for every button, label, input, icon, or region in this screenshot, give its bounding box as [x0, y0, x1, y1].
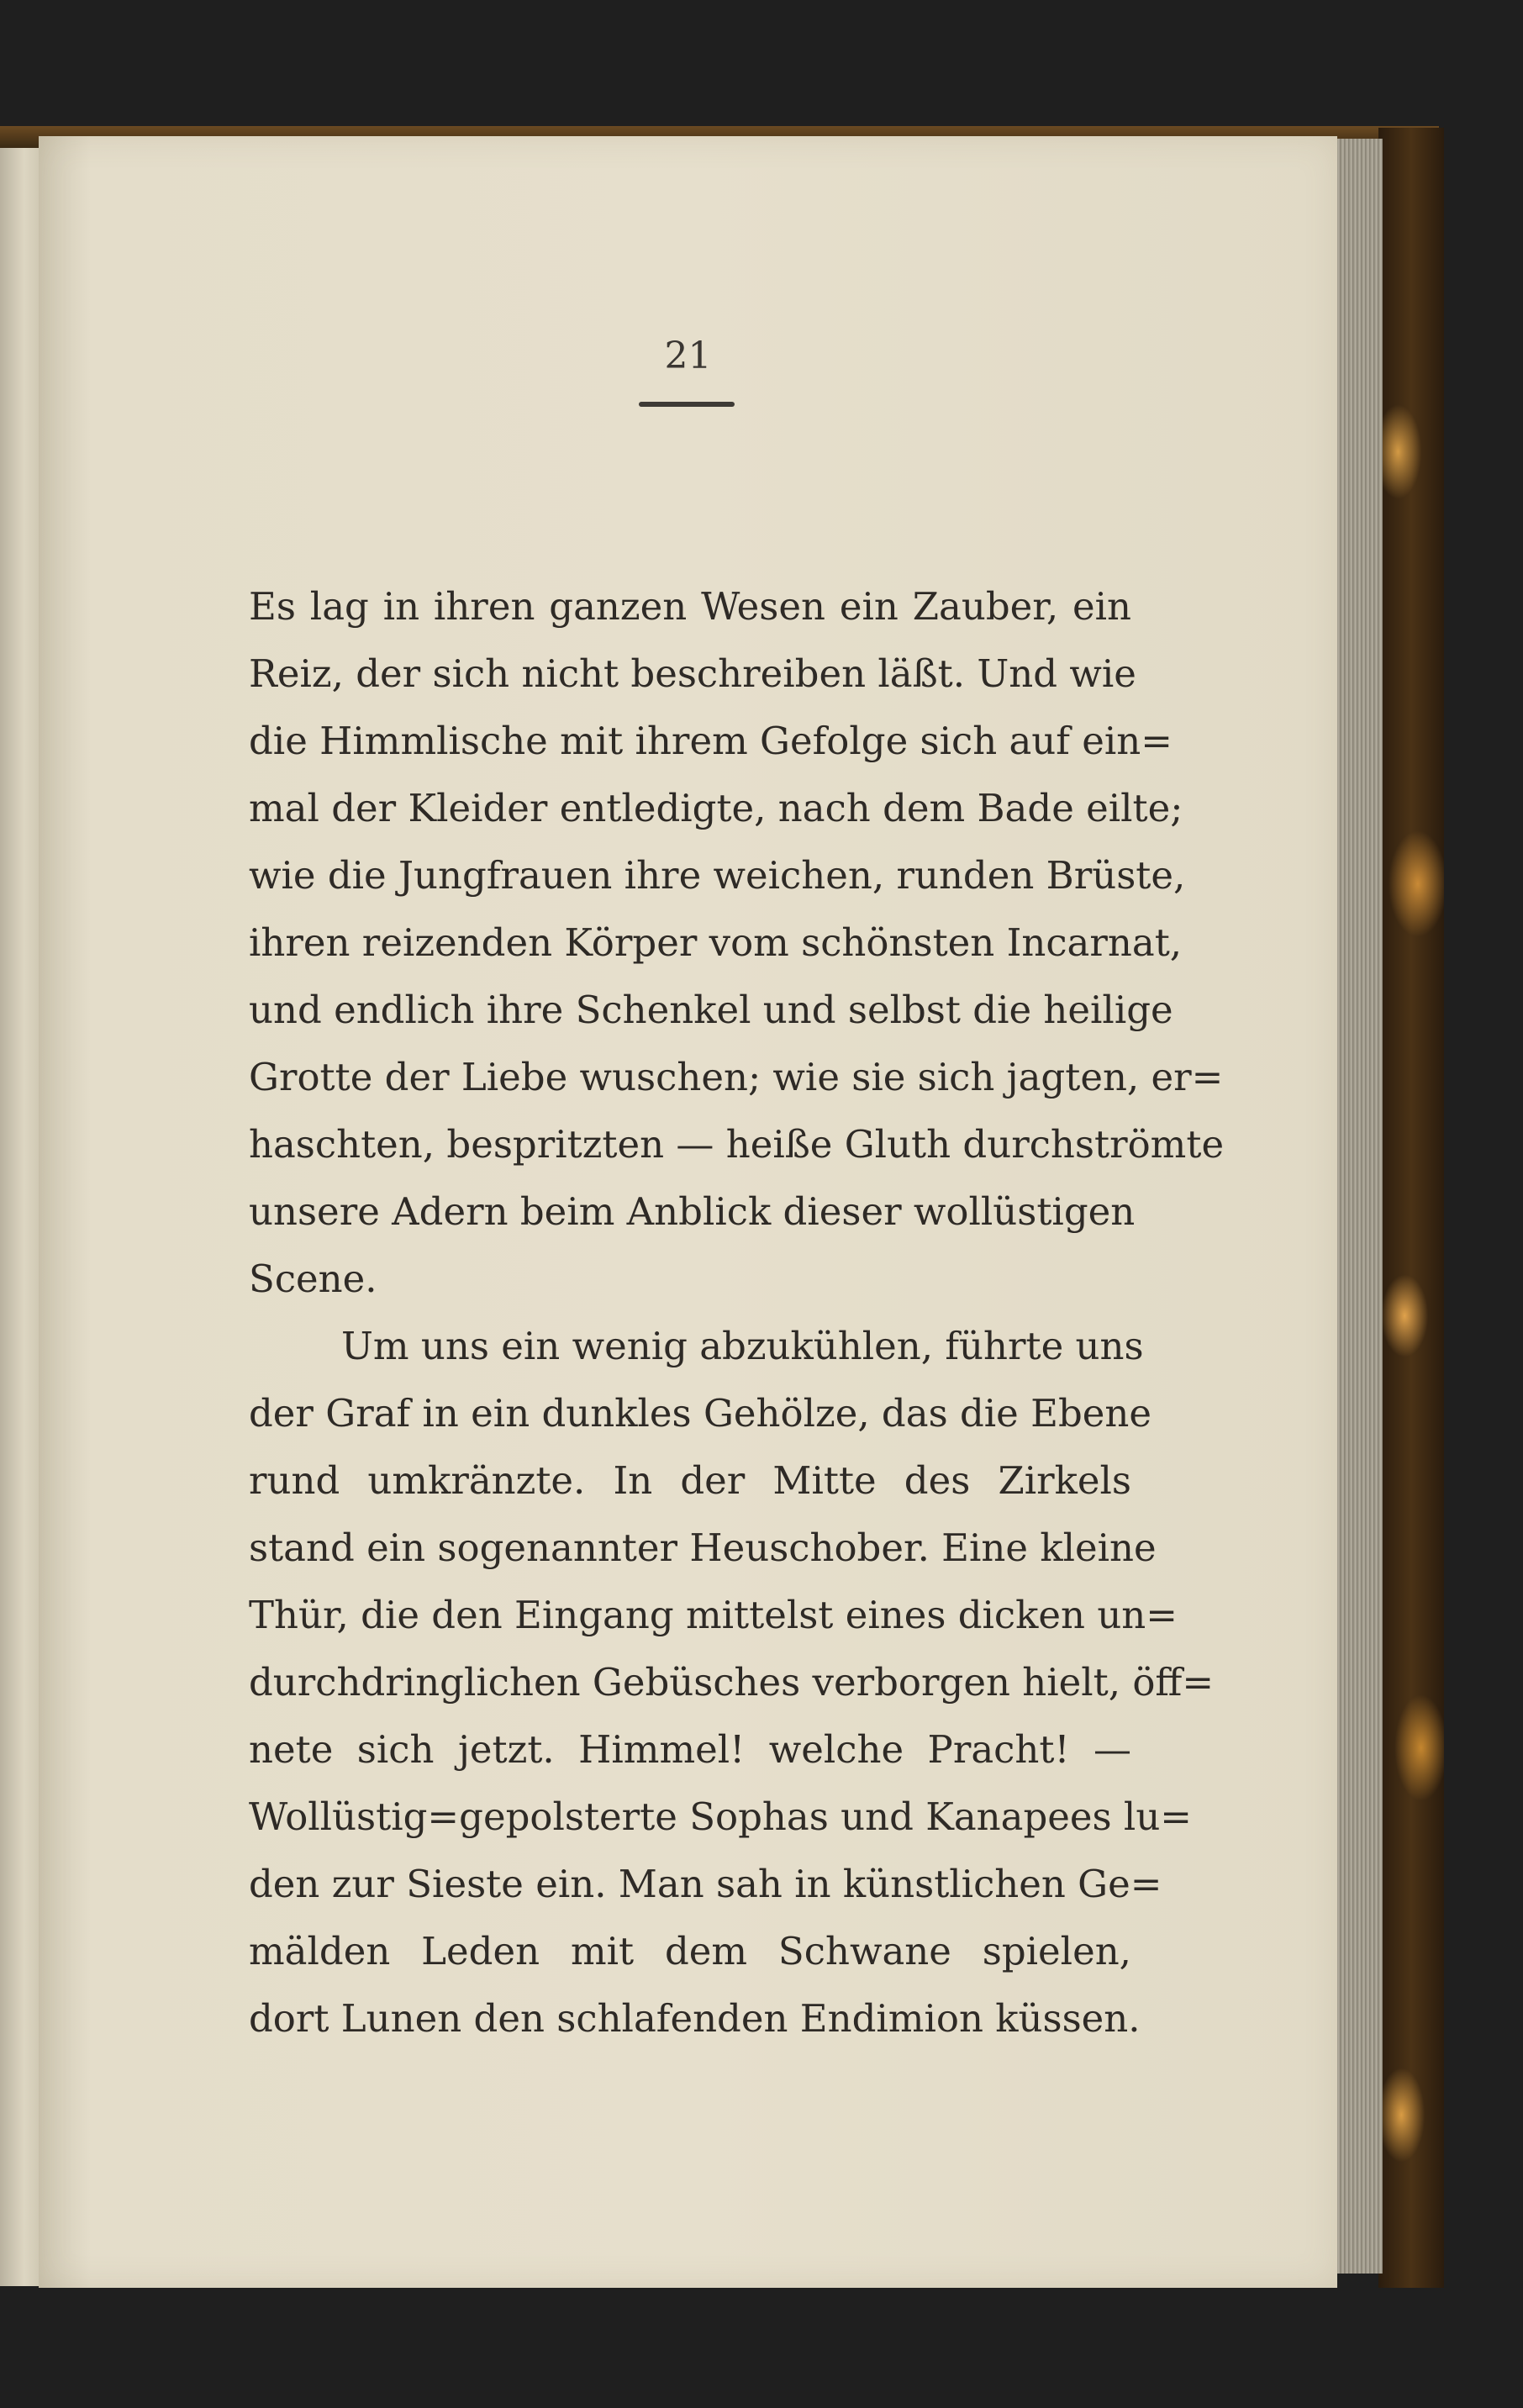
- text-line: Es lag in ihren ganzen Wesen ein Zauber, ein: [249, 584, 1131, 629]
- text-line: die Himmlische mit ihrem Gefolge sich auf ein=: [249, 719, 1173, 763]
- text-line: mal der Kleider entledigte, nach dem Bade eilte;: [249, 786, 1183, 830]
- text-line: Scene.: [249, 1257, 377, 1301]
- text-line: nete sich jetzt. Himmel! welche Pracht! —: [249, 1727, 1131, 1772]
- text-line: Thür, die den Eingang mittelst eines dicken un=: [249, 1593, 1178, 1637]
- text-line: den zur Sieste ein. Man sah in künstlichen Ge=: [249, 1862, 1162, 1906]
- paragraph-2: [249, 1313, 1215, 2052]
- text-line: haschten, bespritzten — heiße Gluth durchströmte: [249, 1122, 1225, 1167]
- text-line: der Graf in ein dunkles Gehölze, das die Ebene: [249, 1391, 1152, 1436]
- text-line: ihren reizenden Körper vom schönsten Incarnat,: [249, 920, 1183, 965]
- text-line: Grotte der Liebe wuschen; wie sie sich jagten, er=: [249, 1055, 1224, 1099]
- text-line: und endlich ihre Schenkel und selbst die heilige: [249, 988, 1173, 1032]
- paragraph-1: [249, 573, 1225, 1313]
- page-stack-edge: [1332, 139, 1383, 2274]
- book-page: [39, 136, 1337, 2288]
- facing-page-edge: [0, 134, 40, 2286]
- text-line: Um uns ein wenig abzukühlen, führte uns: [341, 1324, 1144, 1368]
- marbled-cover: [1378, 128, 1444, 2288]
- text-line: stand ein sogenannter Heuschober. Eine kleine: [249, 1525, 1157, 1570]
- body-text: [249, 573, 1225, 2052]
- text-line: durchdringlichen Gebüsches verborgen hielt, öff=: [249, 1660, 1215, 1705]
- text-line: dort Lunen den schlafenden Endimion küssen.: [249, 1996, 1141, 2041]
- text-line: mälden Leden mit dem Schwane spielen,: [249, 1929, 1131, 1973]
- text-line: unsere Adern beim Anblick dieser wollüstigen: [249, 1189, 1136, 1234]
- text-line: rund umkränzte. In der Mitte des Zirkels: [249, 1458, 1131, 1503]
- text-line: Wollüstig=gepolsterte Sophas und Kanapees lu=: [249, 1794, 1193, 1839]
- header-rule: [639, 402, 735, 407]
- text-line: wie die Jungfrauen ihre weichen, runden Brüste,: [249, 853, 1186, 898]
- page-number: 21: [664, 335, 712, 377]
- text-line: Reiz, der sich nicht beschreiben läßt. Und wie: [249, 651, 1136, 696]
